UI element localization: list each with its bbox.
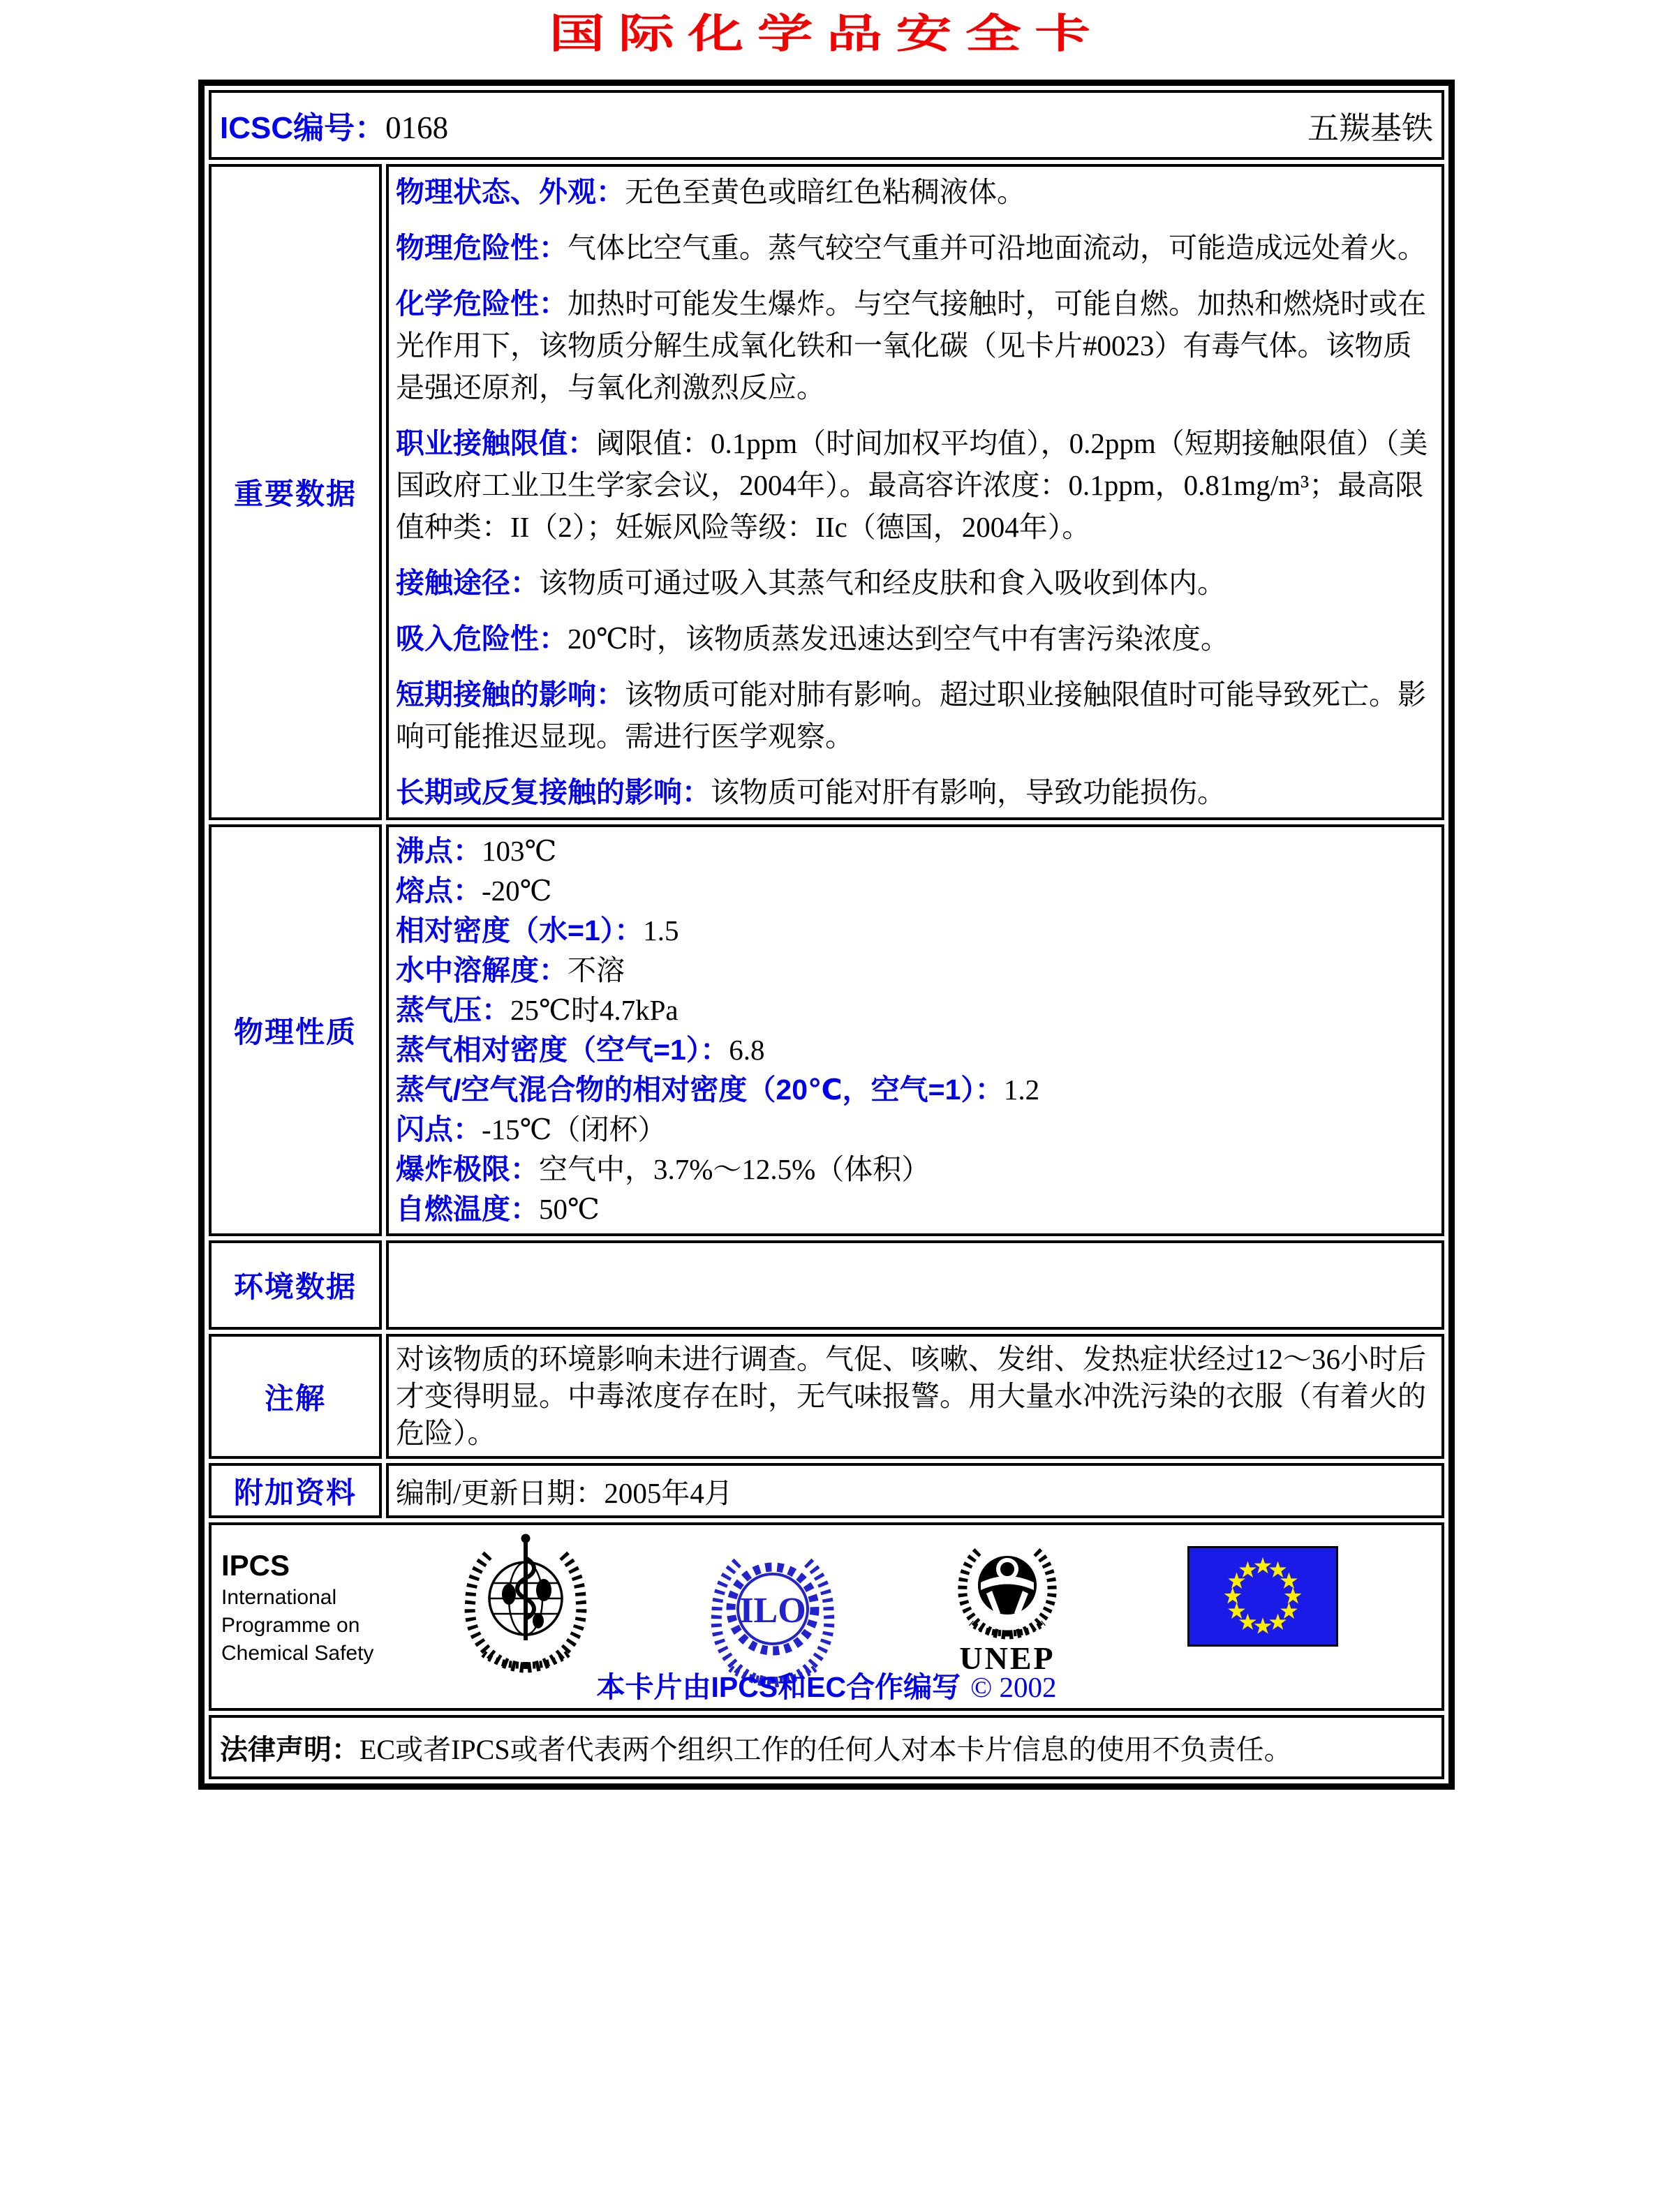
ipcs-line: Programme on [221, 1614, 360, 1637]
property-term: 水中溶解度： [396, 954, 568, 986]
unep-logo-block [946, 1535, 1069, 1675]
property-line [396, 911, 1435, 951]
ipcs-line: Chemical Safety [221, 1642, 374, 1665]
item-text: 无色至黄色或暗红色粘稠液体。 [625, 176, 1025, 208]
property-term: 熔点： [396, 875, 482, 907]
property-line [396, 1110, 1435, 1150]
important-data-item [396, 771, 1435, 813]
property-value: 不溶 [568, 954, 625, 986]
property-term: 自燃温度： [396, 1193, 539, 1225]
important-data-item [396, 283, 1435, 408]
property-value: -20℃ [482, 875, 552, 907]
row-important-data [209, 164, 1444, 820]
row-physical-properties [209, 824, 1444, 1236]
item-text: 该物质可能对肝有影响，导致功能损伤。 [711, 776, 1226, 808]
item-text: 该物质可通过吸入其蒸气和经皮肤和食入吸收到体内。 [539, 567, 1226, 599]
property-value: 103℃ [482, 835, 557, 867]
icsc-number-label: ICSC编号： [220, 111, 386, 145]
property-line [396, 1150, 1435, 1189]
property-term: 闪点： [396, 1113, 482, 1145]
property-term: 爆炸极限： [396, 1153, 539, 1185]
ipcs-acronym: IPCS [221, 1549, 290, 1582]
row-label-additional-info: 附加资料 [209, 1463, 382, 1518]
item-term: 接触途径： [396, 567, 539, 599]
property-line [396, 871, 1435, 911]
property-line [396, 1030, 1435, 1070]
property-value: -15℃（闭杯） [482, 1113, 667, 1145]
row-label-notes: 注解 [209, 1334, 382, 1459]
property-term: 相对密度（水=1）： [396, 914, 644, 947]
organizations-cell [209, 1522, 1444, 1711]
legal-notice-cell [209, 1715, 1444, 1779]
ipcs-line: International [221, 1586, 337, 1609]
item-text: 气体比空气重。蒸气较空气重并可沿地面流动，可能造成远处着火。 [568, 232, 1426, 264]
property-line [396, 1070, 1435, 1110]
property-line [396, 1189, 1435, 1229]
chemical-name: 五羰基铁 [1307, 110, 1433, 146]
important-data-item [396, 618, 1435, 660]
cooperation-caption [212, 1664, 1441, 1705]
property-value: 1.2 [1003, 1074, 1040, 1106]
row-label-physical-properties: 物理性质 [209, 824, 382, 1236]
row-additional-info [209, 1463, 1444, 1518]
property-term: 沸点： [396, 835, 482, 867]
property-term: 蒸气压： [396, 994, 510, 1026]
ilo-logo-text: ILO [739, 1591, 806, 1631]
page-title-text: 国际化学品安全卡 [549, 10, 1104, 57]
icsc-card-table [198, 80, 1455, 1790]
environmental-data-content [386, 1240, 1444, 1330]
additional-info-content: 编制/更新日期：2005年4月 [386, 1463, 1444, 1518]
property-value: 6.8 [729, 1034, 765, 1066]
notes-content: 对该物质的环境影响未进行调查。气促、咳嗽、发绀、发热症状经过12～36小时后才变得明显。中毒浓度存在时，无气味报警。用大量水冲洗污染的衣服（有着火的危险）。 [386, 1334, 1444, 1459]
important-data-item [396, 422, 1435, 548]
page-title [0, 8, 1653, 61]
physical-properties-content [386, 824, 1444, 1236]
item-term: 短期接触的影响： [396, 678, 625, 711]
item-term: 化学危险性： [396, 288, 568, 320]
important-data-item [396, 674, 1435, 757]
item-text: 20℃时，该物质蒸发迅速达到空气中有害污染浓度。 [568, 623, 1229, 655]
legal-notice-label: 法律声明： [220, 1734, 359, 1765]
property-line [396, 990, 1435, 1030]
important-data-item [396, 227, 1435, 269]
row-label-important-data: 重要数据 [209, 164, 382, 820]
property-line [396, 951, 1435, 990]
header-row [209, 90, 1444, 160]
item-term: 职业接触限值： [396, 427, 596, 459]
property-line [396, 831, 1435, 871]
eu-flag [1187, 1546, 1338, 1647]
item-term: 物理状态、外观： [396, 176, 625, 208]
item-text: 阈限值：0.1ppm（时间加权平均值），0.2ppm（短期接触限值）（美国政府工业卫生学家会议，2004年）。最高容许浓度：0.1ppm，0.81mg/m³；最高限值种类：II（2）；妊娠风险等级：IIc（德国，2004年）。 [396, 427, 1428, 543]
row-environmental-data [209, 1240, 1444, 1330]
property-value: 50℃ [539, 1193, 600, 1225]
property-value: 空气中，3.7%～12.5%（体积） [539, 1153, 931, 1185]
icsc-number-group [220, 103, 448, 147]
legal-notice-text: EC或者IPCS或者代表两个组织工作的任何人对本卡片信息的使用不负责任。 [359, 1733, 1292, 1765]
ipcs-text-block [221, 1547, 373, 1668]
property-value: 25℃时4.7kPa [510, 994, 679, 1026]
who-logo [456, 1528, 595, 1676]
header-cell [209, 90, 1444, 160]
property-term: 蒸气相对密度（空气=1）： [396, 1034, 729, 1066]
item-text: 该物质可能对肺有影响。超过职业接触限值时可能导致死亡。影响可能推迟显现。需进行医学观察。 [396, 678, 1426, 752]
important-data-content [386, 164, 1444, 820]
important-data-item [396, 562, 1435, 604]
item-term: 吸入危险性： [396, 623, 568, 655]
row-notes [209, 1334, 1444, 1459]
cooperation-caption-text: 本卡片由IPCS和EC合作编写 [596, 1671, 961, 1703]
row-label-environmental-data: 环境数据 [209, 1240, 382, 1330]
item-text: 加热时可能发生爆炸。与空气接触时，可能自燃。加热和燃烧时或在光作用下，该物质分解生成氧化铁和一氧化碳（见卡片#0023）有毒气体。该物质是强还原剂，与氧化剂激烈反应。 [396, 288, 1426, 403]
unep-logo [946, 1535, 1069, 1641]
icsc-number-value: 0168 [385, 110, 449, 145]
item-term: 物理危险性： [396, 232, 568, 264]
copyright-text: © 2002 [970, 1671, 1057, 1703]
unep-logo-caption: UNEP [959, 1640, 1055, 1676]
property-value: 1.5 [643, 914, 679, 947]
row-organizations [209, 1522, 1444, 1711]
row-legal-notice [209, 1715, 1444, 1779]
important-data-item [396, 171, 1435, 213]
item-term: 长期或反复接触的影响： [396, 776, 711, 808]
property-term: 蒸气/空气混合物的相对密度（20℃，空气=1）： [396, 1074, 1004, 1106]
